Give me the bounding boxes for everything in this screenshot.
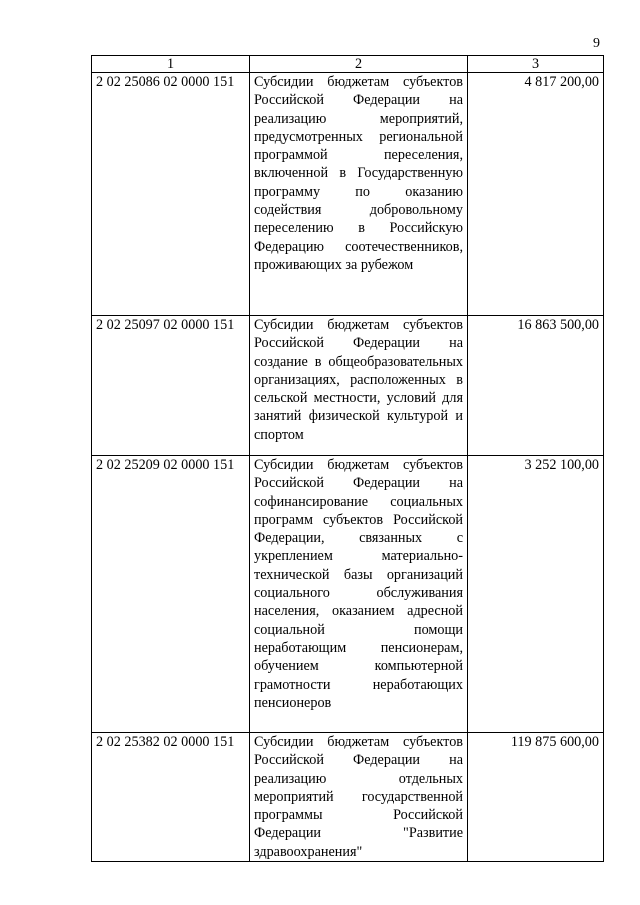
column-header-1: 1 — [92, 56, 250, 73]
amount-cell: 3 252 100,00 — [468, 456, 604, 733]
budget-table — [91, 55, 604, 862]
table-row — [92, 316, 604, 456]
budget-code-cell: 2 02 25382 02 0000 151 — [92, 733, 250, 862]
description-cell: Субсидии бюджетам субъектов Российской Федерации на софинансирование социальных программ субъектов Российской Федерации, связанных с укреплением материально-технической базы организаций социального обслуживания населения, оказанием адресной социальной помощи неработающим пенсионерам, обучением компьютерной грамотности неработающих пенсионеров — [250, 456, 468, 733]
table-row — [92, 73, 604, 316]
table-header-row — [92, 56, 604, 73]
amount-cell: 4 817 200,00 — [468, 73, 604, 316]
budget-code-cell: 2 02 25097 02 0000 151 — [92, 316, 250, 456]
page-number: 9 — [593, 36, 600, 51]
description-cell: Субсидии бюджетам субъектов Российской Федерации на реализацию мероприятий, предусмотренных региональной программой переселения, включенной в Государственную программу по оказанию содействия добровольному переселению в Российскую Федерацию соотечественников, проживающих за рубежом — [250, 73, 468, 316]
column-header-3: 3 — [468, 56, 604, 73]
amount-cell: 16 863 500,00 — [468, 316, 604, 456]
budget-code-cell: 2 02 25086 02 0000 151 — [92, 73, 250, 316]
amount-cell: 119 875 600,00 — [468, 733, 604, 862]
budget-code-cell: 2 02 25209 02 0000 151 — [92, 456, 250, 733]
table-row — [92, 456, 604, 733]
description-cell: Субсидии бюджетам субъектов Российской Федерации на создание в общеобразовательных организациях, расположенных в сельской местности, условий для занятий физической культурой и спортом — [250, 316, 468, 456]
table-row — [92, 733, 604, 862]
column-header-2: 2 — [250, 56, 468, 73]
description-cell: Субсидии бюджетам субъектов Российской Федерации на реализацию отдельных мероприятий государственной программы Российской Федерации "Развитие здравоохранения" — [250, 733, 468, 862]
